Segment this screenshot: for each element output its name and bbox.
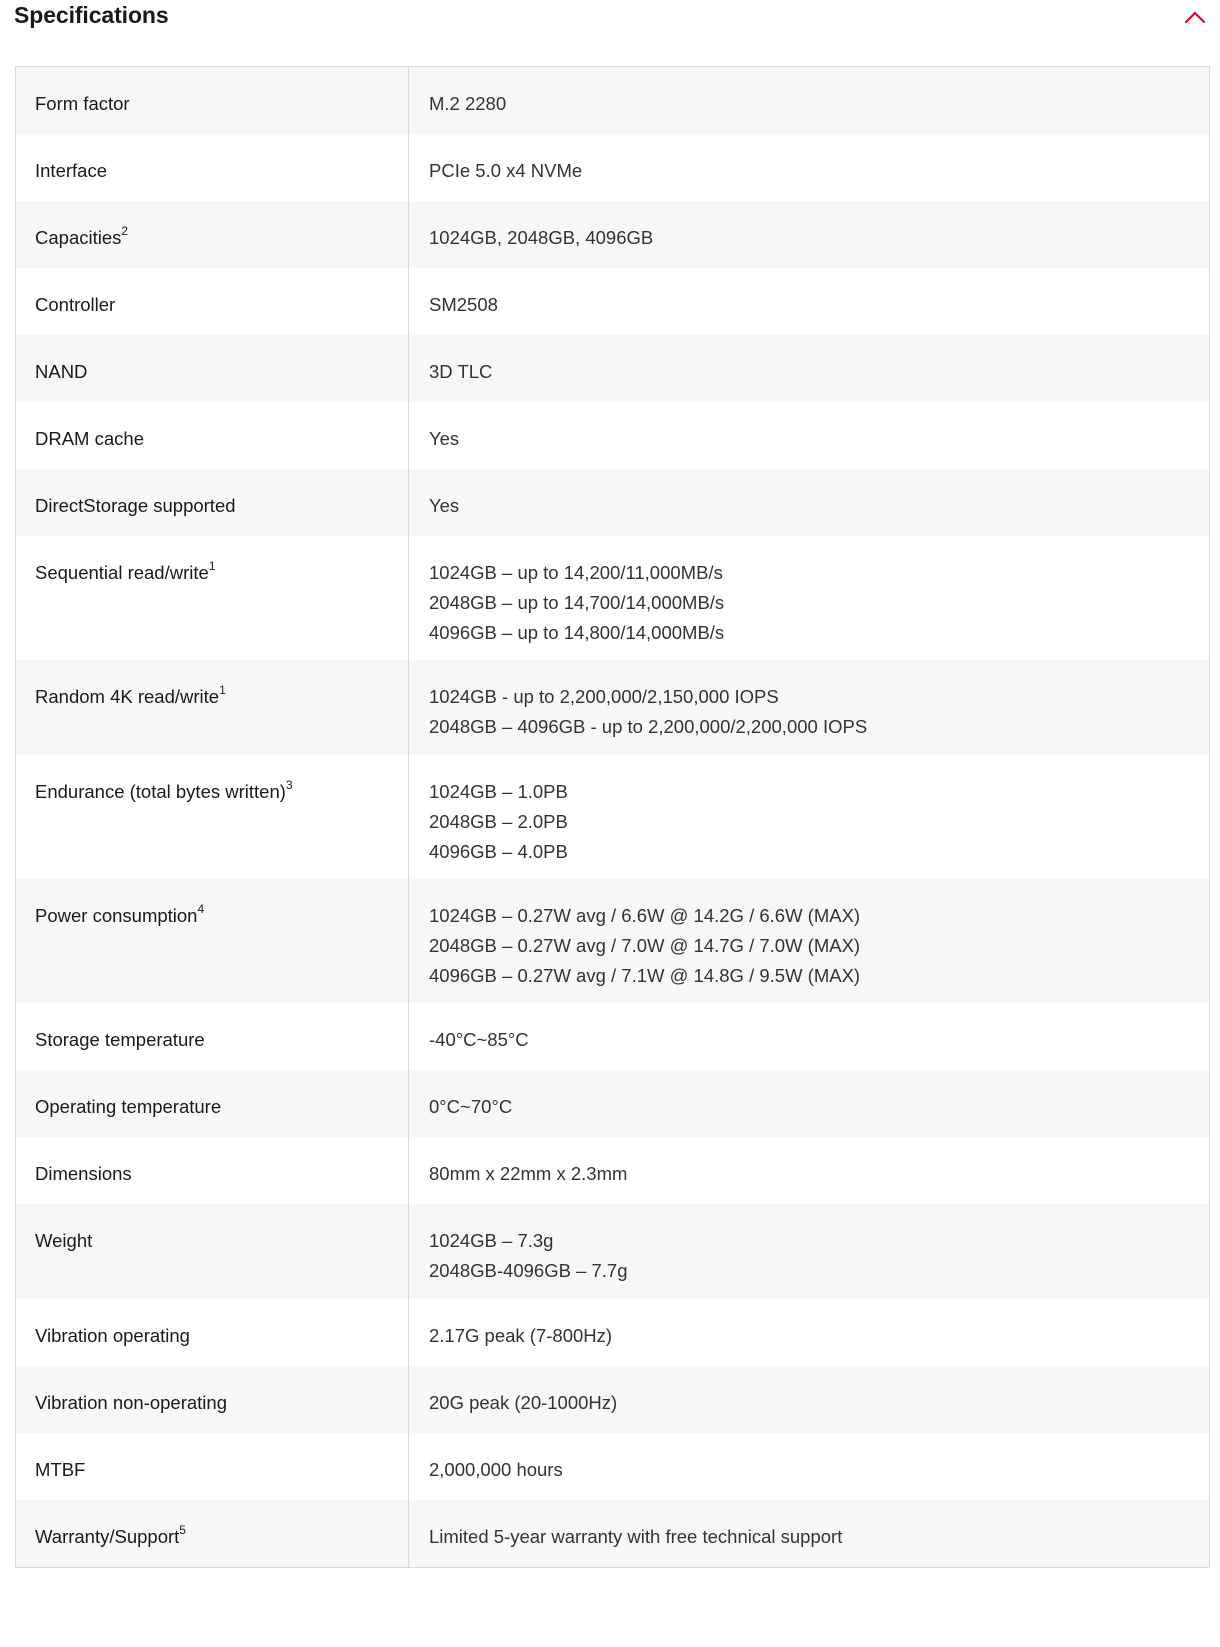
spec-value-line: 0°C~70°C	[429, 1096, 513, 1117]
spec-label	[16, 134, 409, 201]
spec-value	[409, 755, 1209, 879]
spec-label	[16, 67, 409, 134]
spec-value	[409, 1204, 1209, 1299]
spec-label-text: Vibration operating	[35, 1325, 190, 1346]
spec-value	[409, 536, 1209, 660]
spec-value-line: -40°C~85°C	[429, 1029, 529, 1050]
spec-row	[16, 1137, 1209, 1204]
spec-value-line: SM2508	[429, 294, 498, 315]
section-title: Specifications	[14, 2, 169, 28]
spec-label	[16, 268, 409, 335]
spec-value-line: 3D TLC	[429, 361, 493, 382]
spec-row	[16, 1299, 1209, 1366]
footnote-marker: 3	[285, 777, 293, 792]
spec-value-line: 2048GB – 2.0PB	[429, 811, 568, 832]
spec-value-line: 1024GB – up to 14,200/11,000MB/s	[429, 562, 723, 583]
spec-value-line: 20G peak (20-1000Hz)	[429, 1392, 618, 1413]
spec-label	[16, 335, 409, 402]
spec-row	[16, 879, 1209, 1003]
spec-row	[16, 134, 1209, 201]
spec-row	[16, 335, 1209, 402]
spec-label	[16, 1500, 409, 1567]
spec-label	[16, 1137, 409, 1204]
spec-row	[16, 1070, 1209, 1137]
spec-row	[16, 402, 1209, 469]
footnote-marker: 2	[121, 223, 129, 238]
spec-label-text: Weight	[35, 1230, 93, 1251]
spec-label-text: Power consumption	[35, 905, 198, 926]
spec-label	[16, 201, 409, 268]
spec-value-line: 1024GB – 0.27W avg / 6.6W @ 14.2G / 6.6W (MAX)	[429, 905, 861, 926]
spec-value-line: Yes	[429, 428, 460, 449]
spec-row	[16, 1433, 1209, 1500]
spec-label-text: Warranty/Support	[35, 1526, 180, 1547]
spec-row	[16, 1003, 1209, 1070]
spec-value-line: Yes	[429, 495, 460, 516]
spec-value-line: 2048GB – up to 14,700/14,000MB/s	[429, 592, 725, 613]
spec-row	[16, 268, 1209, 335]
footnote-marker: 1	[208, 558, 216, 573]
spec-label-text: Operating temperature	[35, 1096, 222, 1117]
spec-value	[409, 1003, 1209, 1070]
spec-label	[16, 660, 409, 755]
spec-label	[16, 1003, 409, 1070]
spec-label	[16, 1204, 409, 1299]
spec-value-line: 4096GB – 4.0PB	[429, 841, 568, 862]
spec-label-text: MTBF	[35, 1459, 86, 1480]
spec-label-text: Sequential read/write	[35, 562, 209, 583]
spec-value	[409, 1500, 1209, 1567]
spec-label-text: Interface	[35, 160, 107, 181]
spec-value-line: 4096GB – up to 14,800/14,000MB/s	[429, 622, 725, 643]
spec-label-text: Random 4K read/write	[35, 686, 220, 707]
spec-row	[16, 1500, 1209, 1567]
spec-label	[16, 1299, 409, 1366]
specifications-header[interactable]	[0, 0, 1220, 40]
spec-value	[409, 268, 1209, 335]
spec-value-line: 2048GB – 0.27W avg / 7.0W @ 14.7G / 7.0W (MAX)	[429, 935, 861, 956]
spec-value	[409, 469, 1209, 536]
spec-value	[409, 1299, 1209, 1366]
spec-value	[409, 402, 1209, 469]
spec-label-text: DirectStorage supported	[35, 495, 236, 516]
footnote-marker: 1	[219, 682, 226, 697]
spec-row	[16, 469, 1209, 536]
spec-label	[16, 1366, 409, 1433]
spec-value-line: 1024GB, 2048GB, 4096GB	[429, 227, 654, 248]
spec-value-line: 2048GB – 4096GB - up to 2,200,000/2,200,000 IOPS	[429, 716, 868, 737]
footnote-marker: 5	[179, 1522, 186, 1537]
spec-row	[16, 67, 1209, 134]
spec-value-line: Limited 5-year warranty with free technical support	[429, 1526, 843, 1547]
spec-value	[409, 1070, 1209, 1137]
footnote-marker: 4	[197, 901, 205, 916]
spec-row	[16, 755, 1209, 879]
spec-value	[409, 67, 1209, 134]
spec-value	[409, 1137, 1209, 1204]
spec-row	[16, 201, 1209, 268]
spec-value-line: 2,000,000 hours	[429, 1459, 563, 1480]
spec-row	[16, 536, 1209, 660]
chevron-up-icon	[1184, 10, 1206, 24]
spec-value-line: 1024GB - up to 2,200,000/2,150,000 IOPS	[429, 686, 779, 707]
spec-value-line: 1024GB – 1.0PB	[429, 781, 568, 802]
spec-label-text: Controller	[35, 294, 116, 315]
spec-value-line: 80mm x 22mm x 2.3mm	[429, 1163, 628, 1184]
spec-label-text: Dimensions	[35, 1163, 132, 1184]
spec-row	[16, 1204, 1209, 1299]
spec-label	[16, 402, 409, 469]
spec-value	[409, 1366, 1209, 1433]
spec-label-text: Endurance (total bytes written)	[35, 781, 286, 802]
spec-label	[16, 536, 409, 660]
spec-label-text: NAND	[35, 361, 88, 382]
spec-label	[16, 879, 409, 1003]
spec-value-line: M.2 2280	[429, 93, 507, 114]
spec-value-line: 1024GB – 7.3g	[429, 1230, 554, 1251]
specifications-table	[15, 66, 1210, 1568]
spec-row	[16, 1366, 1209, 1433]
spec-value-line: 2048GB-4096GB – 7.7g	[429, 1260, 628, 1281]
spec-value	[409, 660, 1209, 755]
spec-label-text: Vibration non-operating	[35, 1392, 227, 1413]
spec-value	[409, 879, 1209, 1003]
collapse-button[interactable]	[1180, 6, 1210, 28]
spec-label	[16, 1070, 409, 1137]
spec-label	[16, 469, 409, 536]
spec-value	[409, 201, 1209, 268]
spec-value	[409, 1433, 1209, 1500]
spec-label-text: DRAM cache	[35, 428, 144, 449]
spec-label	[16, 755, 409, 879]
spec-label	[16, 1433, 409, 1500]
spec-label-text: Form factor	[35, 93, 130, 114]
spec-value-line: PCIe 5.0 x4 NVMe	[429, 160, 583, 181]
spec-label-text: Capacities	[35, 227, 122, 248]
spec-row	[16, 660, 1209, 755]
spec-value-line: 4096GB – 0.27W avg / 7.1W @ 14.8G / 9.5W (MAX)	[429, 965, 861, 986]
spec-value	[409, 335, 1209, 402]
spec-value-line: 2.17G peak (7-800Hz)	[429, 1325, 613, 1346]
spec-label-text: Storage temperature	[35, 1029, 205, 1050]
spec-value	[409, 134, 1209, 201]
